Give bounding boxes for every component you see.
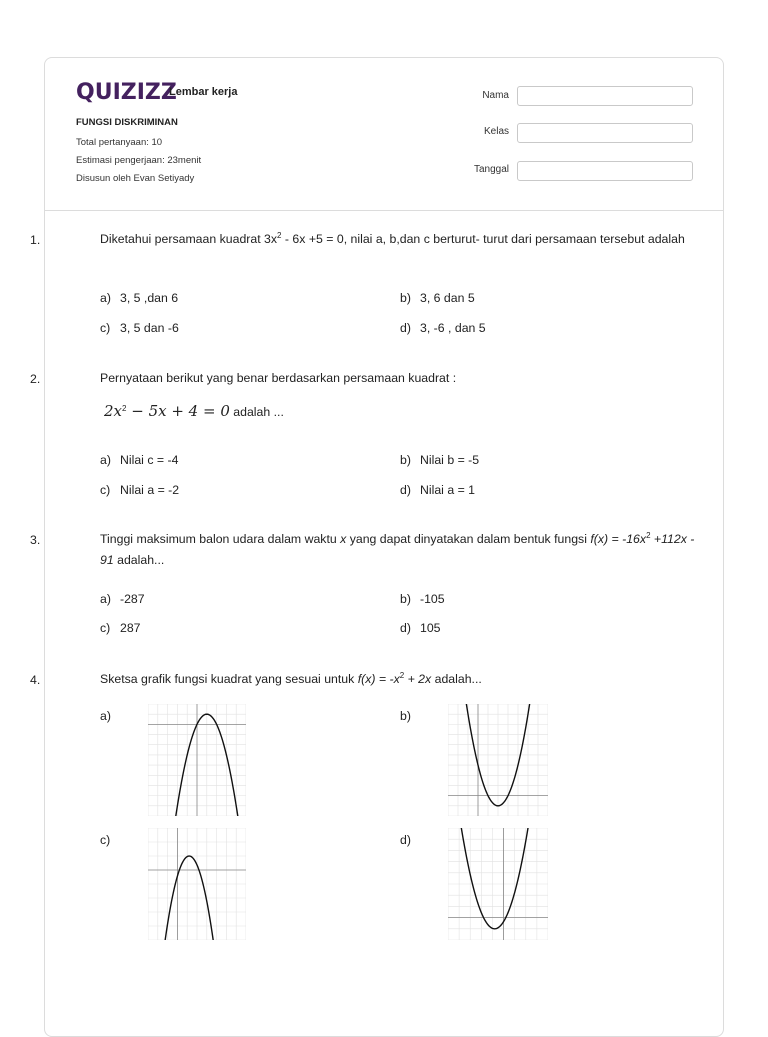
question-text-1: Diketahui persamaan kuadrat $3x^2 - 6x +5 = 0$, nilai a, b,dan c berturut- turut dari persamaan tersebut adalah [100,231,685,246]
q2-option-d[interactable]: d) Nilai a = 1 [400,483,476,497]
q1-option-d[interactable]: d) 3, -6 , dan 5 [400,321,486,335]
name-field[interactable] [517,86,693,106]
estimated-time: Estimasi pengerjaan: 23menit [76,155,202,166]
question-text-3: Tinggi maksimum balon udara dalam waktu x yang dapat dinyatakan dalam bentuk fungsi $f(x) = -16x^2 +112x - 91$ adalah... [100,531,695,567]
q2-option-a[interactable]: a) Nilai c = -4 [100,453,179,467]
q1-option-c[interactable]: c) 3, 5 dan -6 [100,321,179,335]
parabola-curve [448,828,548,929]
graph-option-a[interactable] [148,704,246,816]
name-label: Nama [482,90,509,101]
q4-option-b[interactable]: b) [400,709,411,723]
q3-option-a[interactable]: a) -287 [100,592,145,606]
graph-option-c[interactable] [148,828,246,940]
q3-option-b[interactable]: b) -105 [400,592,445,606]
q2-option-c[interactable]: c) Nilai a = -2 [100,483,180,497]
graph-option-b[interactable] [448,704,548,816]
q1-option-a[interactable]: a) 3, 5 ,dan 6 [100,291,179,305]
worksheet-type: Lembar kerja [169,86,238,98]
date-label: Tanggal [473,164,509,175]
question-2-equation: $2x^2 - 5x + 4 = 0$ adalah ... [104,402,284,420]
q3-option-d[interactable]: d) 105 [400,621,441,635]
q4-option-a[interactable]: a) [100,709,111,723]
worksheet-header [45,58,723,211]
q3-option-c[interactable]: c) 287 [100,621,141,635]
q1-option-b[interactable]: b) 3, 6 dan 5 [400,291,475,305]
class-field[interactable] [517,123,693,143]
question-number-1: 1. [30,233,41,247]
q2-option-b[interactable]: b) Nilai b = -5 [400,453,480,467]
worksheet-title: FUNGSI DISKRIMINAN [76,117,178,128]
graph-option-d[interactable] [448,828,548,940]
class-label: Kelas [483,126,509,137]
question-text-2: Pernyataan berikut yang benar berdasarkan persamaan kuadrat : [100,371,457,385]
question-text-4: Sketsa grafik fungsi kuadrat yang sesuai untuk $f(x) = -x^2 + 2x$ adalah... [100,671,482,686]
q4-option-c[interactable]: c) [100,833,111,847]
question-number-4: 4. [30,673,41,687]
total-questions: Total pertanyaan: 10 [76,137,163,148]
date-field[interactable] [517,161,693,181]
question-number-3: 3. [30,533,41,547]
question-number-2: 2. [30,372,41,386]
quizizz-logo: QUIZIZZ [76,80,177,105]
q4-option-d[interactable]: d) [400,833,411,847]
author: Disusun oleh Evan Setiyady [76,173,195,184]
